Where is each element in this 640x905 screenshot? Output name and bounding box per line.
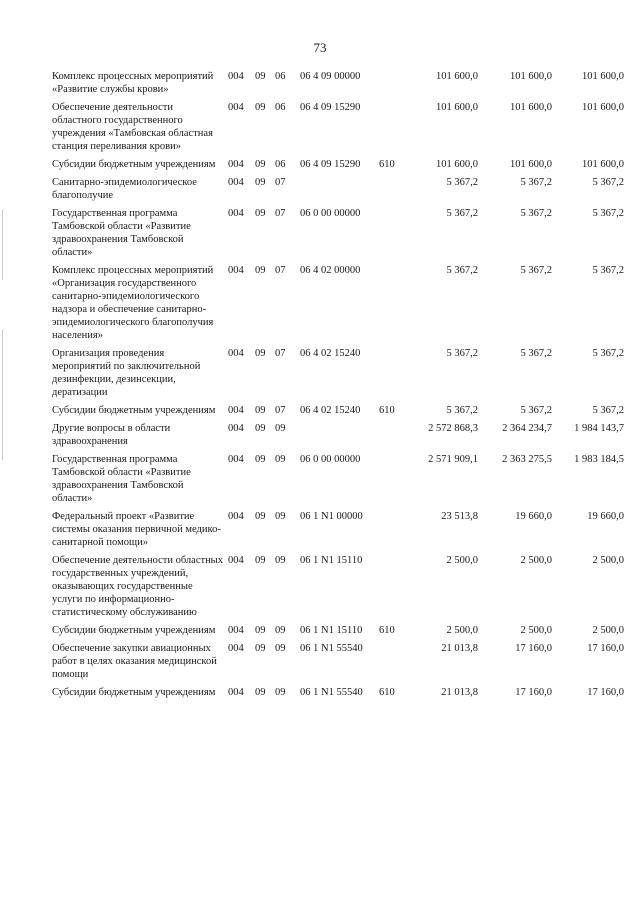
table-row: [52, 404, 624, 417]
ministry-code: 004: [228, 423, 244, 434]
subsection-code: 09: [275, 625, 286, 636]
target-article-code: 06 4 02 15240: [300, 405, 361, 416]
subsection-code: 06: [275, 71, 286, 82]
amount-year-1: 101 600,0: [436, 71, 478, 82]
subsection-code: 09: [275, 423, 286, 434]
expense-type-code: [379, 554, 405, 619]
target-article-code: 06 0 00 00000: [300, 208, 361, 219]
amount-year-2: 19 660,0: [515, 511, 552, 522]
target-article-code: [300, 422, 379, 448]
amount-year-1: 23 513,8: [441, 511, 478, 522]
row-name: Обеспечение деятельности областного государственного учреждения «Тамбовская областная станция переливания крови»: [52, 102, 213, 152]
amount-year-1: 5 367,2: [446, 208, 478, 219]
amount-year-2: 5 367,2: [520, 265, 552, 276]
section-code: 09: [255, 511, 266, 522]
amount-year-2: 5 367,2: [520, 208, 552, 219]
amount-year-3: 2 500,0: [592, 555, 624, 566]
ministry-code: 004: [228, 177, 244, 188]
section-code: 09: [255, 102, 266, 113]
target-article-code: 06 4 02 15240: [300, 348, 361, 359]
row-name: Субсидии бюджетным учреждениям: [52, 405, 216, 416]
expense-type-code: 610: [379, 625, 395, 636]
ministry-code: 004: [228, 643, 244, 654]
row-name: Государственная программа Тамбовской области «Развитие здравоохранения Тамбовской области»: [52, 454, 191, 504]
target-article-code: 06 1 N1 55540: [300, 643, 363, 654]
subsection-code: 06: [275, 159, 286, 170]
amount-year-2: 5 367,2: [520, 348, 552, 359]
scan-margin-line: [2, 330, 3, 460]
row-name: Обеспечение деятельности областных государственных учреждений, оказывающих государственные услуги по информационно-статистическому обслуживанию: [52, 555, 223, 618]
ministry-code: 004: [228, 102, 244, 113]
ministry-code: 004: [228, 511, 244, 522]
target-article-code: 06 1 N1 15110: [300, 555, 363, 566]
amount-year-1: 5 367,2: [446, 177, 478, 188]
ministry-code: 004: [228, 348, 244, 359]
section-code: 09: [255, 555, 266, 566]
subsection-code: 07: [275, 348, 286, 359]
row-name: Субсидии бюджетным учреждениям: [52, 687, 216, 698]
expense-type-code: [379, 422, 405, 448]
table-row: [52, 510, 624, 549]
expense-type-code: [379, 510, 405, 549]
amount-year-2: 101 600,0: [510, 159, 552, 170]
ministry-code: 004: [228, 454, 244, 465]
amount-year-1: 2 500,0: [446, 625, 478, 636]
table-row: [52, 624, 624, 637]
amount-year-3: 101 600,0: [582, 102, 624, 113]
amount-year-1: 2 571 909,1: [428, 454, 478, 465]
amount-year-2: 17 160,0: [515, 687, 552, 698]
amount-year-2: 2 500,0: [520, 555, 552, 566]
amount-year-2: 2 500,0: [520, 625, 552, 636]
amount-year-3: 5 367,2: [592, 348, 624, 359]
budget-table-body: [52, 70, 624, 699]
row-name: Субсидии бюджетным учреждениям: [52, 625, 216, 636]
subsection-code: 06: [275, 102, 286, 113]
budget-table: [52, 70, 624, 699]
amount-year-1: 101 600,0: [436, 159, 478, 170]
table-row: [52, 453, 624, 505]
amount-year-2: 2 363 275,5: [502, 454, 552, 465]
subsection-code: 07: [275, 208, 286, 219]
amount-year-1: 2 572 868,3: [428, 423, 478, 434]
ministry-code: 004: [228, 555, 244, 566]
amount-year-3: 101 600,0: [582, 159, 624, 170]
row-name: Организация проведения мероприятий по заключительной дезинфекции, дезинсекции, дератизации: [52, 348, 201, 398]
amount-year-3: 1 983 184,5: [574, 454, 624, 465]
amount-year-2: 2 364 234,7: [502, 423, 552, 434]
section-code: 09: [255, 454, 266, 465]
subsection-code: 07: [275, 177, 286, 188]
table-row: [52, 176, 624, 202]
target-article-code: 06 1 N1 15110: [300, 625, 363, 636]
target-article-code: 06 4 09 00000: [300, 71, 361, 82]
table-row: [52, 554, 624, 619]
amount-year-3: 5 367,2: [592, 265, 624, 276]
table-row: [52, 101, 624, 153]
section-code: 09: [255, 265, 266, 276]
amount-year-2: 5 367,2: [520, 405, 552, 416]
expense-type-code: [379, 642, 405, 681]
row-name: Федеральный проект «Развитие системы оказания первичной медико-санитарной помощи»: [52, 511, 221, 548]
amount-year-2: 101 600,0: [510, 102, 552, 113]
row-name: Государственная программа Тамбовской области «Развитие здравоохранения Тамбовской области»: [52, 208, 191, 258]
amount-year-3: 2 500,0: [592, 625, 624, 636]
ministry-code: 004: [228, 687, 244, 698]
row-name: Комплекс процессных мероприятий «Организация государственного санитарно-эпидемиологического надзора и обеспечение санитарно-эпидемиологического благополучия населения»: [52, 265, 214, 341]
section-code: 09: [255, 643, 266, 654]
scan-margin-line: [2, 210, 3, 280]
amount-year-3: 17 160,0: [587, 687, 624, 698]
ministry-code: 004: [228, 625, 244, 636]
expense-type-code: [379, 347, 405, 399]
section-code: 09: [255, 159, 266, 170]
subsection-code: 09: [275, 687, 286, 698]
target-article-code: 06 0 00 00000: [300, 454, 361, 465]
subsection-code: 09: [275, 454, 286, 465]
subsection-code: 07: [275, 405, 286, 416]
expense-type-code: [379, 70, 405, 96]
table-row: [52, 70, 624, 96]
row-name: Комплекс процессных мероприятий «Развитие службы крови»: [52, 71, 214, 95]
table-row: [52, 422, 624, 448]
target-article-code: [300, 176, 379, 202]
amount-year-3: 5 367,2: [592, 208, 624, 219]
target-article-code: 06 1 N1 00000: [300, 511, 363, 522]
amount-year-1: 21 013,8: [441, 687, 478, 698]
section-code: 09: [255, 405, 266, 416]
row-name: Субсидии бюджетным учреждениям: [52, 159, 216, 170]
ministry-code: 004: [228, 265, 244, 276]
table-row: [52, 347, 624, 399]
expense-type-code: [379, 207, 405, 259]
ministry-code: 004: [228, 208, 244, 219]
table-row: [52, 207, 624, 259]
subsection-code: 07: [275, 265, 286, 276]
amount-year-1: 21 013,8: [441, 643, 478, 654]
subsection-code: 09: [275, 511, 286, 522]
table-row: [52, 264, 624, 342]
ministry-code: 004: [228, 405, 244, 416]
amount-year-3: 101 600,0: [582, 71, 624, 82]
expense-type-code: [379, 264, 405, 342]
expense-type-code: 610: [379, 405, 395, 416]
target-article-code: 06 4 09 15290: [300, 159, 361, 170]
amount-year-3: 19 660,0: [587, 511, 624, 522]
expense-type-code: 610: [379, 687, 395, 698]
section-code: 09: [255, 625, 266, 636]
section-code: 09: [255, 71, 266, 82]
row-name: Санитарно-эпидемиологическое благополучие: [52, 177, 197, 201]
section-code: 09: [255, 208, 266, 219]
target-article-code: 06 4 02 00000: [300, 265, 361, 276]
target-article-code: 06 4 09 15290: [300, 102, 361, 113]
amount-year-1: 5 367,2: [446, 265, 478, 276]
amount-year-1: 101 600,0: [436, 102, 478, 113]
amount-year-1: 5 367,2: [446, 405, 478, 416]
amount-year-2: 17 160,0: [515, 643, 552, 654]
target-article-code: 06 1 N1 55540: [300, 687, 363, 698]
row-name: Обеспечение закупки авиационных работ в целях оказания медицинской помощи: [52, 643, 217, 680]
amount-year-3: 5 367,2: [592, 405, 624, 416]
table-row: [52, 686, 624, 699]
expense-type-code: [379, 176, 405, 202]
row-name: Другие вопросы в области здравоохранения: [52, 423, 171, 447]
expense-type-code: 610: [379, 159, 395, 170]
table-row: [52, 158, 624, 171]
page-number: 73: [313, 40, 327, 55]
subsection-code: 09: [275, 555, 286, 566]
section-code: 09: [255, 177, 266, 188]
expense-type-code: [379, 101, 405, 153]
amount-year-2: 5 367,2: [520, 177, 552, 188]
section-code: 09: [255, 423, 266, 434]
ministry-code: 004: [228, 159, 244, 170]
amount-year-1: 5 367,2: [446, 348, 478, 359]
amount-year-2: 101 600,0: [510, 71, 552, 82]
subsection-code: 09: [275, 643, 286, 654]
amount-year-3: 1 984 143,7: [574, 423, 624, 434]
amount-year-1: 2 500,0: [446, 555, 478, 566]
ministry-code: 004: [228, 71, 244, 82]
section-code: 09: [255, 348, 266, 359]
amount-year-3: 17 160,0: [587, 643, 624, 654]
amount-year-3: 5 367,2: [592, 177, 624, 188]
section-code: 09: [255, 687, 266, 698]
table-row: [52, 642, 624, 681]
expense-type-code: [379, 453, 405, 505]
